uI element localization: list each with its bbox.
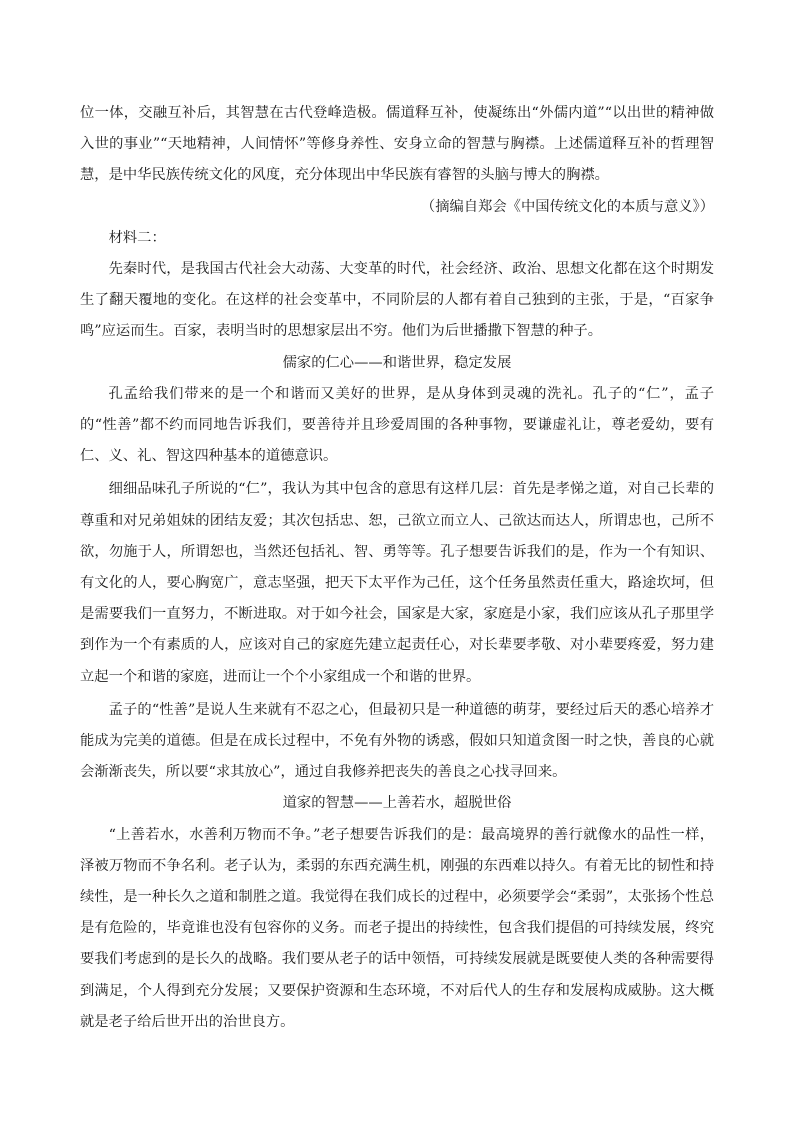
section-heading-confucian: 儒家的仁心——和谐世界，稳定发展 xyxy=(282,354,512,371)
paragraph-4: 细细品味孔子所说的“仁”，我认为其中包含的意思有这样几层：首先是孝悌之道，对自己长辈的尊重和对兄弟姐妹的团结友爱；其次包括忠、恕，己欲立而立人、己欲达而达人，所谓忠也，己所不欲，勿施于人，所谓恕也，当然还包括礼、智、勇等等。孔子想要告诉我们的是，作为一个有知识、有文化的人，要心胸宽广，意志坚强，把天下太平作为己任，这个任务虽然责任重大，路途坎坷，但是需要我们一直努力，不断进取。对于如今社会，国家是大家，家庭是小家，我们应该从孔子那里学到作为一个有素质的人，应该对自己的家庭先建立起责任心，对长辈要孝敬、对小辈要疼爱，努力建立起一个和谐的家庭，进而让一个个小家组成一个和谐的世界。 xyxy=(80,481,714,685)
section-heading-taoist: 道家的智慧——上善若水，超脱世俗 xyxy=(282,795,512,812)
paragraph-6: “上善若水，水善利万物而不争。”老子想要告诉我们的是：最高境界的善行就像水的品性一样，泽被万物而不争名利。老子认为，柔弱的东西充满生机，刚强的东西难以持久。有着无比的韧性和持续性，是一种长久之道和制胜之道。我觉得在我们成长的过程中，必须要学会“柔弱”，太张扬个性总是有危险的，毕竟谁也没有包容你的义务。而老子提出的持续性，包含我们提倡的可持续发展，终究要我们考虑到的是长久的战略。我们要从老子的话中领悟，可持续发展就是既要使人类的各种需要得到满足，个人得到充分发展；又要保护资源和生态环境，不对后代人的生存和发展构成威胁。这大概就是老子给后世开出的治世良方。 xyxy=(80,826,714,1030)
material-label: 材料二： xyxy=(108,229,166,246)
paragraph-2: 先秦时代，是我国古代社会大动荡、大变革的时代，社会经济、政治、思想文化都在这个时期发生了翻天覆地的变化。在这样的社会变革中，不同阶层的人都有着自己独到的主张，于是，“百家争鸣”应运而生。百家，表明当时的思想家层出不穷。他们为后世播撒下智慧的种子。 xyxy=(80,261,714,340)
citation: （摘编自郑会《中国传统文化的本质与意义》） xyxy=(420,198,714,215)
paragraph-1: 位一体，交融互补后，其智慧在古代登峰造极。儒道释互补，使凝练出“外儒内道”“以出世的精神做入世的事业”“天地精神，人间情怀”等修身养性、安身立命的智慧与胸襟。上述儒道释互补的哲理智慧，是中华民族传统文化的风度，充分体现出中华民族有睿智的头脑与博大的胸襟。 xyxy=(80,105,714,184)
paragraph-5: 孟子的“性善”是说人生来就有不忍之心，但最初只是一种道德的萌芽，要经过后天的悉心培养才能成为完美的道德。但是在成长过程中，不免有外物的诱惑，假如只知道贪图一时之快，善良的心就会渐渐丧失，所以要“求其放心”，通过自我修养把丧失的善良之心找寻回来。 xyxy=(80,701,714,781)
paragraph-3: 孔孟给我们带来的是一个和谐而又美好的世界，是从身体到灵魂的洗礼。孔子的“仁”，孟子的“性善”都不约而同地告诉我们，要善待并且珍爱周围的各种事物，要谦虚礼让，尊老爱幼，要有仁、义、礼、智这四种基本的道德意识。 xyxy=(80,385,714,465)
document-page xyxy=(80,98,714,1038)
